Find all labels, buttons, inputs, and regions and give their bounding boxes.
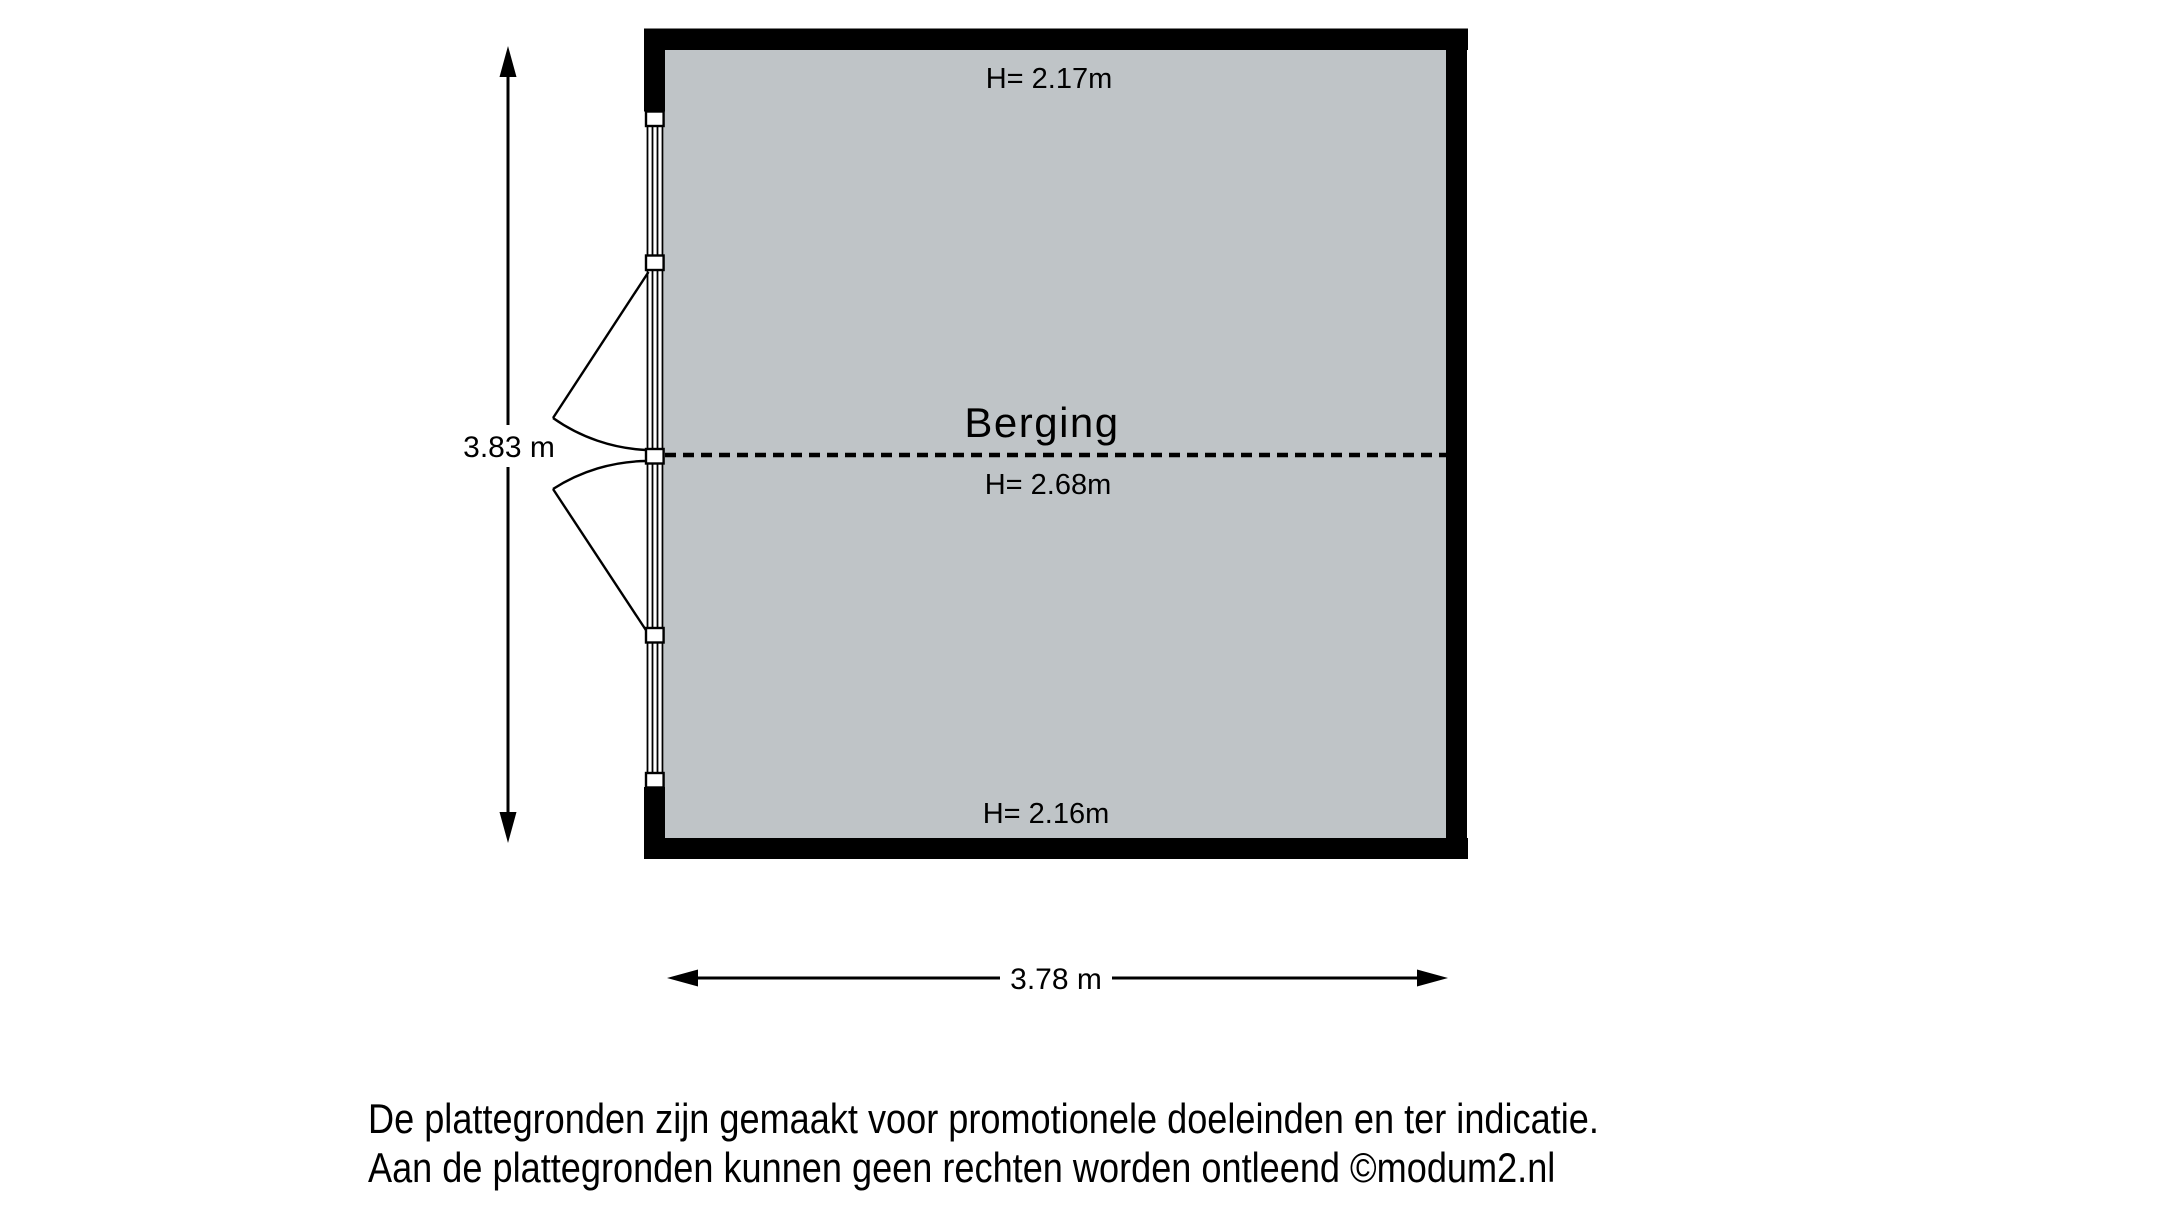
mullion-cap	[646, 628, 664, 643]
mullion-cap	[646, 256, 664, 271]
door-upper-leaf	[553, 272, 649, 418]
arrowhead-left-icon	[667, 970, 698, 987]
wall-top	[644, 29, 1468, 51]
arrowhead-right-icon	[1417, 970, 1448, 987]
wall-left-upper-block	[644, 29, 665, 112]
wall-left-lower-block	[644, 787, 665, 859]
door-lower	[553, 461, 649, 634]
room-berging	[553, 29, 1468, 860]
mullion-cap	[646, 773, 664, 788]
wall-bottom	[644, 838, 1468, 859]
height-label-bottom: H= 2.16m	[982, 798, 1110, 830]
door-lower-leaf	[553, 489, 649, 634]
dimension-horizontal	[667, 957, 1448, 999]
mullion-cap	[646, 449, 664, 464]
arrowhead-down-icon	[500, 812, 517, 843]
disclaimer-line2: Aan de plattegronden kunnen geen rechten worden ontleend ©modum2.nl	[368, 1144, 1556, 1191]
disclaimer	[368, 1094, 1599, 1192]
height-label-top: H= 2.17m	[985, 63, 1113, 95]
height-label-middle: H= 2.68m	[984, 469, 1112, 501]
dimension-horizontal-label: 3.78 m	[1010, 963, 1102, 996]
wall-right	[1446, 29, 1467, 860]
mullion-cap	[646, 112, 664, 127]
dimension-vertical-label: 3.83 m	[463, 431, 555, 464]
dimension-vertical	[458, 46, 560, 843]
disclaimer-line1: De plattegronden zijn gemaakt voor promotionele doeleinden en ter indicatie.	[368, 1095, 1599, 1142]
arrowhead-up-icon	[500, 46, 517, 77]
door-lower-swing-arc	[553, 461, 646, 489]
door-upper-swing-arc	[553, 418, 646, 450]
room-label: Berging	[964, 399, 1120, 446]
door-upper	[553, 272, 649, 450]
